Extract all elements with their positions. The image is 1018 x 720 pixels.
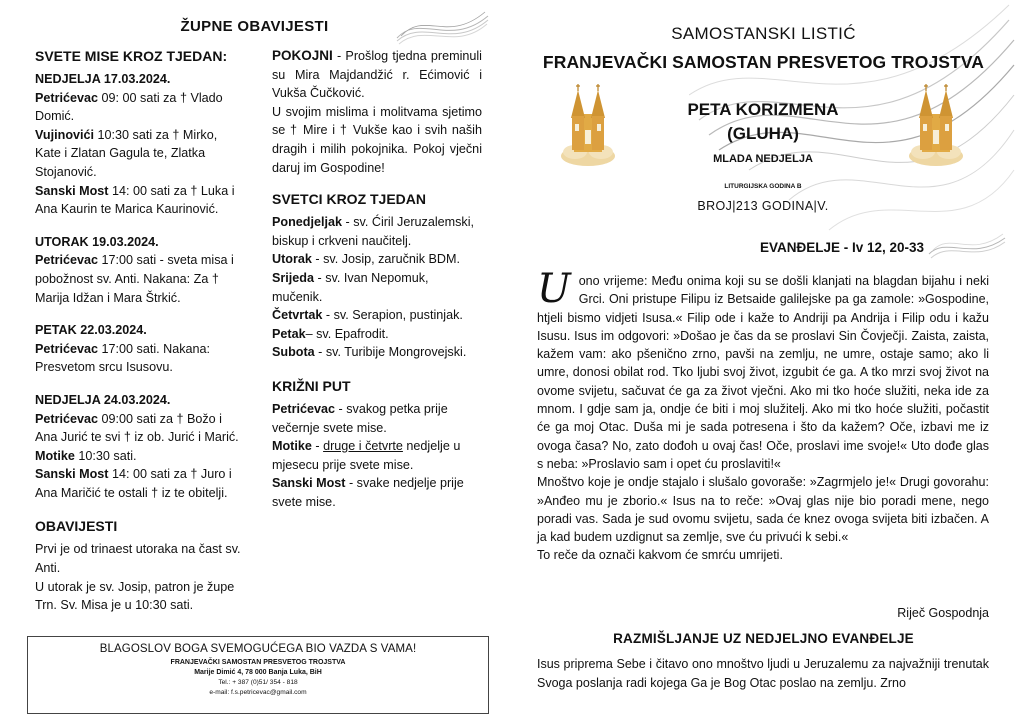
underlined-text: druge i četvrte	[323, 439, 403, 454]
day-block	[35, 391, 245, 503]
gospel-paragraph: Mnoštvo koje je ondje stajalo i slušalo govoraše: »Zagrmjelo je!« Drugi govorahu: »Anđeo mu je zborio.« Isus na to reče: »Ovaj glas nije bio poradi mene, nego poradi vas. Sada je sud ovomu svijetu, sada će knez ovoga svijeta biti izbačen. A ja kad budem uzdignut sa zemlje, sve ću privući k sebi.«	[537, 475, 989, 545]
church-icon	[907, 82, 965, 168]
day-block	[35, 233, 245, 307]
mass-entry	[35, 182, 245, 219]
day-block	[35, 70, 245, 219]
stations-details: - svake nedjelje prije svete mise.	[272, 476, 464, 509]
announcements-title: OBAVIJESTI	[35, 518, 118, 535]
mass-entry	[35, 126, 245, 182]
announcement-text: Prvi je od trinaest utoraka na čast sv. Anti.	[35, 542, 241, 576]
place-name: Motike	[35, 448, 75, 463]
day-date: UTORAK 19.03.2024.	[35, 234, 159, 249]
mass-details: 17:00 sati - sveta misa i pobožnost sv. Anti. Nakana: Za † Marija Idžan i Mara Štrkić.	[35, 253, 234, 305]
mass-entry	[35, 465, 245, 502]
saints-title: SVETCI KROZ TJEDAN	[272, 191, 427, 208]
mass-entry	[35, 447, 245, 466]
stations-title: KRIŽNI PUT	[272, 377, 351, 394]
mass-details: 14: 00 sati za † Juro i Ana Maričić te ostali † iz te obitelji.	[35, 467, 232, 500]
sunday-alt-name: (GLUHA)	[727, 124, 799, 143]
decorative-swirl	[927, 232, 1007, 262]
mass-entry	[35, 340, 245, 377]
page-title: ŽUPNE OBAVIJESTI	[180, 18, 329, 35]
stations-entry	[272, 437, 482, 474]
sunday-subtitle: MLADA NEDJELJA	[713, 153, 813, 165]
separator: -	[311, 439, 324, 454]
monastery-name: FRANJEVAČKI SAMOSTAN PRESVETOG TROJSTVA	[542, 52, 985, 72]
reflection-text: Isus pripremа Sebe i čitavo ono mnoštvo ljudi u Jeruzalemu za najvažniji trenutak Svoga poslanja radi kojega Ga je Bog Otac poslao na zemlju. Zrno	[537, 657, 989, 690]
place-name: Sanski Most	[35, 467, 109, 482]
deceased-notice	[272, 47, 482, 177]
stations-details: - svakog petka prije večernje svete mise.	[272, 401, 448, 435]
weekday: Utorak	[272, 252, 312, 267]
mass-details: 10:30 sati.	[74, 448, 137, 463]
organization-name: FRANJEVAČKI SAMOSTAN PRESVETOG TROJSTVA	[170, 659, 346, 666]
deceased-title: POKOJNI	[272, 48, 333, 63]
stations-entry	[272, 474, 482, 511]
gospel-text	[537, 266, 989, 565]
gospel-title: EVANĐELJE - Iv 12, 20-33	[760, 240, 925, 255]
notices-column	[272, 46, 482, 511]
day-block	[35, 321, 245, 377]
deceased-text: - Prošlog tjedna preminuli su Mira Majdandžić r. Ećimović i Vukša Čučković.	[272, 49, 482, 101]
place-name: Sanski Most	[35, 183, 109, 198]
deceased-prayer: U svojim mislima i molitvama sjetimo se † Mire i † Vukše kao i svih naših dragih i milih pokojnika. Pokoj vječni daruj im Gospodine!	[272, 104, 482, 175]
saint-entry	[272, 343, 482, 362]
saint-entry	[272, 213, 482, 250]
gospel-paragraph: ono vrijeme: Među onima koji su se došli klanjati na blagdan bijahu i neki Grci. Oni pristupe Filipu iz Betsaide galilejske pa ga zamole: »Gospodine, htjeli bismo vidjeti Isusa.« Filip ode i kaže to Andriji pa Andrija i Filip odu i kažu Isusu. Isus im odgovori: »Došao je čas da se proslavi Sin Čovječji. Zaista, zaista, kažem vam: ako pšenično zrno, pavši na zemlju, ne umre, ostaje samo; ako li umre, donosi obilat rod. Tko ljubi svoj život, izgubit će ga. A tko mrzi svoj život na ovome svijetu, sačuvat će ga za život vječni. Ako mi tko hoće služiti, neka ide za mnom. I gdje sam ja, ondje će biti i moj služitelj. Ako mi tko hoće služiti, počastit će ga moj Otac. Duša mi je sada potresena i što da kažem? Oče, izbavi me iz ovoga časa? No, zato dođoh u ovaj čas! Oče, proslavi ime svoje!« Uto dođe glas s neba: »Proslavio sam i opet ću proslaviti!«	[537, 274, 989, 471]
email: e-mail: f.s.petricevac@gmail.com	[209, 688, 307, 696]
saint-name: - sv. Josip, zaručnik BDM.	[311, 252, 461, 267]
saint-name: - sv. Serapion, pustinjak.	[322, 308, 463, 323]
liturgical-year: LITURGIJSKA GODINA B	[724, 183, 802, 190]
saint-entry	[272, 325, 482, 344]
place-name: Petrićevac	[35, 411, 99, 426]
stations-details: nedjelje u mjesecu prije svete mise.	[272, 439, 461, 472]
place-name: Petrićevac	[35, 90, 99, 105]
place-name: Petrićevac	[35, 253, 99, 268]
saint-name: – sv. Epafrodit.	[305, 326, 389, 341]
place-name: Petrićevac	[272, 401, 336, 416]
weekday: Petak	[272, 326, 306, 341]
mass-entry	[35, 410, 245, 447]
gospel-paragraph: To reče da označi kakvom će smrću umrijeti.	[537, 548, 783, 563]
issue-number: BROJ|213 GODINA|V.	[697, 199, 829, 213]
drop-cap: U	[537, 266, 571, 312]
mass-details: 14: 00 sati za † Luka i Ana Kaurin te Marica Kaurinović.	[35, 183, 235, 217]
day-date: NEDJELJA 17.03.2024.	[35, 72, 171, 86]
footer-box	[27, 636, 489, 714]
saint-entry	[272, 269, 482, 306]
reflection-title: RAZMIŠLJANJE UZ NEDJELJNO EVANĐELJE	[613, 631, 914, 646]
saint-entry	[272, 250, 482, 269]
sunday-name: PETA KORIZMENA	[687, 100, 839, 119]
bulletin-title: SAMOSTANSKI LISTIĆ	[671, 24, 856, 43]
blessing-text: BLAGOSLOV BOGA SVEMOGUĆEGA BIO VAZDA S VAMA!	[99, 643, 417, 655]
saint-name: - sv. Ćiril Jeruzalemski, biskup i crkveni naučitelj.	[272, 215, 475, 248]
weekday: Četvrtak	[272, 308, 323, 323]
mass-details: 17:00 sati. Nakana: Presvetom srcu Isusovu.	[35, 341, 211, 375]
place-name: Motike	[272, 439, 312, 454]
saint-name: - sv. Ivan Nepomuk, mučenik.	[272, 270, 429, 304]
right-page	[509, 0, 1018, 720]
sunday-title	[613, 98, 913, 146]
mass-details: 09: 00 sati za † Vlado Domić.	[35, 90, 223, 124]
weekday: Subota	[272, 345, 315, 360]
weekday: Srijeda	[272, 270, 314, 285]
mass-schedule-column	[35, 46, 245, 615]
weekday: Ponedjeljak	[272, 215, 342, 230]
saint-entry	[272, 306, 482, 325]
place-name: Petrićevac	[35, 341, 99, 356]
saint-name: - sv. Turibije Mongrovejski.	[314, 345, 467, 360]
day-date: NEDJELJA 24.03.2024.	[35, 392, 171, 407]
announcement-text: U utorak je sv. Josip, patron je župe Trn. Sv. Misa je u 10:30 sati.	[35, 579, 235, 613]
mass-details: 10:30 sati za † Mirko, Kate i Zlatan Gagula te, Zlatka Stojanović.	[35, 127, 218, 179]
mass-schedule-title: SVETE MISE KROZ TJEDAN:	[35, 48, 228, 64]
phone: Tel.: + 387 (0)51/ 354 - 818	[218, 679, 298, 686]
mass-entry	[35, 251, 245, 307]
saints-list	[272, 213, 482, 362]
mass-entry	[35, 89, 245, 126]
stations-entry	[272, 400, 482, 437]
place-name: Vujinovići	[35, 127, 95, 142]
address: Marije Dimić 4, 78 000 Banja Luka, BiH	[194, 669, 322, 676]
gospel-closing: Riječ Gospodnja	[897, 606, 989, 620]
mass-details: 09:00 sati za † Božo i Ana Jurić te svi † iz ob. Jurić i Marić.	[35, 411, 239, 445]
day-date: PETAK 22.03.2024.	[35, 323, 147, 338]
place-name: Sanski Most	[272, 476, 346, 491]
church-icon	[559, 82, 617, 168]
